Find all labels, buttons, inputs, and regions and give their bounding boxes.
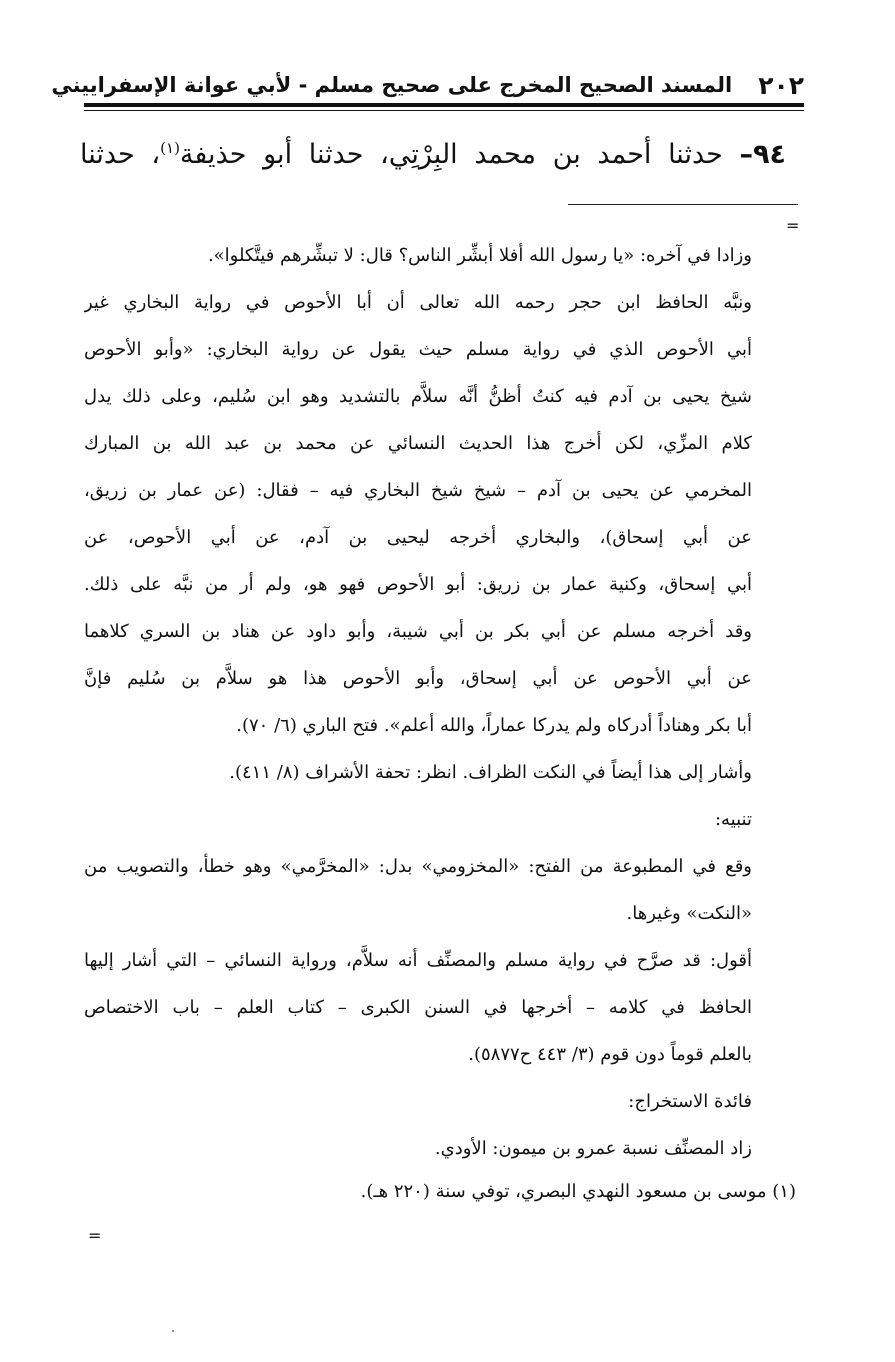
note-line: وأشار إلى هذا أيضاً في النكت الظراف. انظر: تحفة الأشراف (٨/ ٤١١). [229,762,752,783]
note-line: أبا بكر وهناداً أدركاه ولم يدركا عماراً، والله أعلم». فتح الباري (٦/ ٧٠). [236,715,752,736]
hadith-text [80,122,786,174]
note-line: شيخ يحيى بن آدم فيه كنتُ أظنُّ أنَّه سلاَّم بالتشديد وهو ابن سُليم، وعلى ذلك يدل [84,386,752,407]
page-header [51,68,804,102]
note-line: عن أبي إسحاق)، والبخاري أخرجه ليحيى بن آدم، عن أبي الأحوص، عن [84,527,752,548]
hadith-chain: حدثنا أحمد بن محمد البِرْتِي، حدثنا أبو حذيفة [179,139,723,170]
note-line: أبي الأحوص الذي في رواية مسلم حيث يقول عن رواية البخاري: «وأبو الأحوص [84,339,752,360]
page-number: ٢٠٢ [758,70,804,100]
note-line: زاد المصنِّف نسبة عمرو بن ميمون: الأودي. [434,1138,752,1159]
header-rule-thick [84,103,804,107]
running-title: المسند الصحيح المخرج على صحيح مسلم - لأبي عوانة الإسفراييني [51,73,733,97]
hadith-number: ٩٤– [739,139,786,170]
note-line: «النكت» وغيرها. [626,903,752,924]
note-line: عن أبي الأحوص عن أبي إسحاق، وأبو الأحوص هذا هو سلاَّم بن سُليم فإنَّ [84,668,752,689]
footnote-separator [568,204,798,205]
note-line: أقول: قد صرَّح في رواية مسلم والمصنِّف أنه سلاَّم، ورواية النسائي – التي أشار إليها [84,950,752,971]
note-line: كلام المزِّي، لكن أخرج هذا الحديث النسائي عن محمد بن عبد الله بن المبارك [84,433,752,454]
footnote: (١) موسى بن مسعود النهدي البصري، توفي سنة (٢٢٠ هـ). [360,1181,796,1202]
notes-block [84,232,752,1172]
note-line: وزادا في آخره: «يا رسول الله أفلا أبشِّر الناس؟ قال: لا تبشِّرهم فيتَّكلوا». [207,245,752,266]
margin-mark-bottom: = [88,1226,102,1245]
margin-mark-top: = [786,216,800,235]
note-heading-faida: فائدة الاستخراج: [628,1091,752,1112]
note-line: الحافظ في كلامه – أخرجها في السنن الكبرى – كتاب العلم – باب الاختصاص [84,997,752,1018]
note-line: أبي إسحاق، وكنية عمار بن زريق: أبو الأحوص فهو هو، ولم أر من نبَّه على ذلك. [84,574,752,595]
note-line: وقد أخرجه مسلم عن أبي بكر بن أبي شيبة، وأبو داود عن هناد بن السري كلاهما [84,621,752,642]
header-rule-thin [84,110,804,111]
note-line: بالعلم قوماً دون قوم (٣/ ٤٤٣ ح٥٨٧٧). [468,1044,752,1065]
note-heading-tanbih: تنبيه: [714,809,752,830]
note-line: المخرمي عن يحيى بن آدم – شيخ شيخ البخاري فيه – فقال: (عن عمار بن زريق، [84,480,752,501]
footnote-reference: (١) [160,139,180,157]
scan-speck [172,1330,174,1332]
note-line: وقع في المطبوعة من الفتح: «المخزومي» بدل: «المخرَّمي» وهو خطأ، والتصويب من [84,856,752,877]
hadith-continuation: ، حدثنا [80,139,161,170]
note-line: ونبَّه الحافظ ابن حجر رحمه الله تعالى أن أبا الأحوص في رواية البخاري غير [84,292,752,313]
